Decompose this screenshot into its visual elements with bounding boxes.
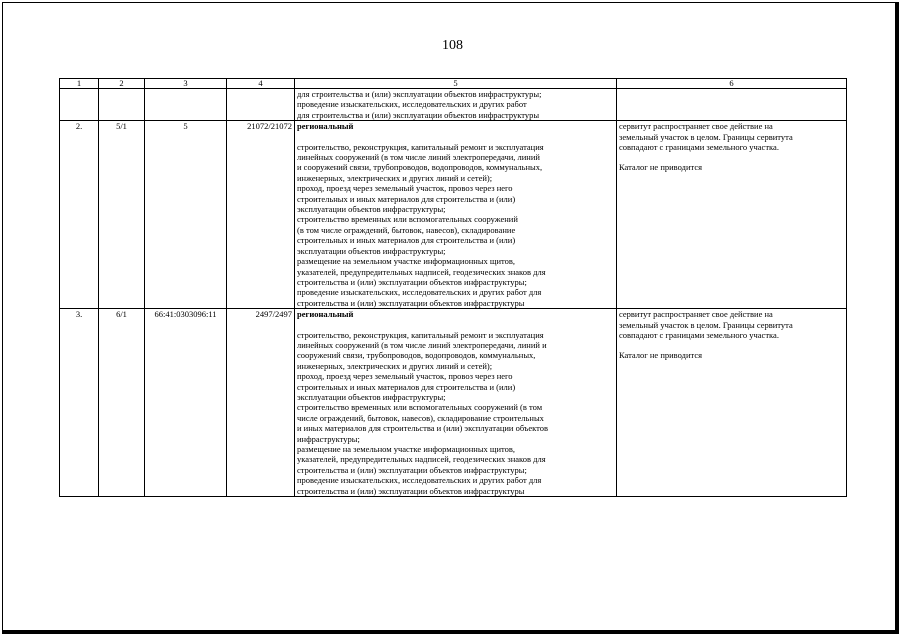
text-line: числе ограждений, бытовок, навесов), складирование строительных bbox=[297, 412, 544, 423]
header-cell: 1 bbox=[60, 79, 99, 89]
level-label: региональный bbox=[297, 121, 354, 132]
text-line: эксплуатации объектов инфраструктуры; bbox=[297, 204, 446, 215]
text-line: и сооружений связи, трубопроводов, водопроводов, коммунальных, bbox=[297, 162, 543, 173]
empty-cell bbox=[60, 89, 99, 121]
area-value: 2497/2497 bbox=[227, 309, 295, 497]
row-number: 2. bbox=[60, 121, 99, 309]
row-number: 3. bbox=[60, 309, 99, 497]
note-line: сервитут распространяет свое действие на bbox=[619, 309, 773, 320]
text-line: линейных сооружений (в том числе линий электропередачи, линий и bbox=[297, 339, 547, 350]
page-number: 108 bbox=[442, 38, 463, 53]
text-line: эксплуатации объектов инфраструктуры; bbox=[297, 245, 446, 256]
text-line: строительных и иных материалов для строительства и (или) bbox=[297, 381, 516, 392]
header-cell: 6 bbox=[617, 79, 847, 89]
empty-cell bbox=[227, 89, 295, 121]
text-line: эксплуатации объектов инфраструктуры; bbox=[297, 391, 446, 402]
header-cell: 4 bbox=[227, 79, 295, 89]
text-line: инфраструктуры; bbox=[297, 433, 360, 444]
header-row bbox=[60, 79, 847, 89]
spacer bbox=[297, 132, 614, 142]
text-line: для строительства и (или) эксплуатации объектов инфраструктуры bbox=[297, 109, 540, 120]
text-line: проход, проезд через земельный участок, провоз через него bbox=[297, 183, 513, 194]
text-line: строительства и (или) эксплуатации объектов инфраструктуры; bbox=[297, 464, 527, 475]
header-cell: 5 bbox=[295, 79, 617, 89]
text-line: проведение изыскательских, исследовательских и других работ bbox=[297, 99, 527, 110]
purpose-cell bbox=[295, 309, 617, 497]
text-line: строительство, реконструкция, капитальный ремонт и эксплуатация bbox=[297, 141, 544, 152]
text-line: размещение на земельном участке информационных щитов, bbox=[297, 444, 515, 454]
text-line: инженерных, электрических и других линий и сетей); bbox=[297, 360, 493, 371]
text-line: для строительства и (или) эксплуатации объектов инфраструктуры; bbox=[297, 89, 542, 99]
text-line: линейных сооружений (в том числе линий электропередачи, линий bbox=[297, 152, 540, 163]
header-cell: 2 bbox=[99, 79, 145, 89]
text-line: строительство временных или вспомогательных сооружений (в том bbox=[297, 402, 543, 413]
table-row bbox=[60, 121, 847, 309]
text-line: строительство временных или вспомогательных сооружений bbox=[297, 214, 518, 225]
note-line: совпадают с границами земельного участка. bbox=[619, 142, 779, 153]
row-index: 5/1 bbox=[99, 121, 145, 309]
text-line: размещение на земельном участке информационных щитов, bbox=[297, 256, 515, 267]
text-line: проведение изыскательских, исследовательских и других работ для bbox=[297, 287, 542, 298]
text-line: (в том числе ограждений, бытовок, навесов), складирование bbox=[297, 224, 516, 235]
spacer bbox=[619, 152, 844, 162]
continuation-text bbox=[295, 89, 617, 121]
table-row bbox=[60, 309, 847, 497]
purpose-cell bbox=[295, 121, 617, 309]
note-line: земельный участок в целом. Границы сервитута bbox=[619, 131, 793, 142]
level-label: региональный bbox=[297, 309, 354, 320]
text-line: строительства и (или) эксплуатации объектов инфраструктуры bbox=[297, 485, 525, 496]
note-line: земельный участок в целом. Границы сервитута bbox=[619, 319, 793, 330]
spacer bbox=[619, 340, 844, 350]
note-cell bbox=[617, 309, 847, 497]
note-cell bbox=[617, 121, 847, 309]
empty-cell bbox=[99, 89, 145, 121]
servitude-table bbox=[59, 78, 847, 497]
text-line: строительство, реконструкция, капитальный ремонт и эксплуатация bbox=[297, 329, 544, 340]
text-line: указателей, предупредительных надписей, геодезических знаков для bbox=[297, 266, 546, 277]
text-line: строительных и иных материалов для строительства и (или) bbox=[297, 235, 516, 246]
note-line: сервитут распространяет свое действие на bbox=[619, 121, 773, 132]
text-line: строительства и (или) эксплуатации объектов инфраструктуры; bbox=[297, 276, 527, 287]
text-line: строительных и иных материалов для строительства и (или) bbox=[297, 193, 516, 204]
empty-cell bbox=[617, 89, 847, 121]
cadastral-number: 5 bbox=[145, 121, 227, 309]
cadastral-number: 66:41:0303096:11 bbox=[145, 309, 227, 497]
text-line: и иных материалов для строительства и (или) эксплуатации объектов bbox=[297, 423, 549, 434]
note-line: совпадают с границами земельного участка. bbox=[619, 329, 779, 340]
text-line: проход, проезд через земельный участок, провоз через него bbox=[297, 371, 513, 382]
text-line: указателей, предупредительных надписей, геодезических знаков для bbox=[297, 454, 546, 465]
text-line: строительства и (или) эксплуатации объектов инфраструктуры bbox=[297, 297, 525, 308]
spacer bbox=[297, 320, 614, 330]
continuation-row bbox=[60, 89, 847, 121]
row-index: 6/1 bbox=[99, 309, 145, 497]
area-value: 21072/21072 bbox=[227, 121, 295, 309]
text-line: инженерных, электрических и других линий и сетей); bbox=[297, 172, 493, 183]
empty-cell bbox=[145, 89, 227, 121]
catalog-note: Каталог не приводится bbox=[619, 162, 703, 173]
header-cell: 3 bbox=[145, 79, 227, 89]
text-line: проведение изыскательских, исследовательских и других работ для bbox=[297, 475, 542, 486]
catalog-note: Каталог не приводится bbox=[619, 350, 703, 361]
text-line: сооружений связи, трубопроводов, водопроводов, коммунальных, bbox=[297, 350, 536, 361]
